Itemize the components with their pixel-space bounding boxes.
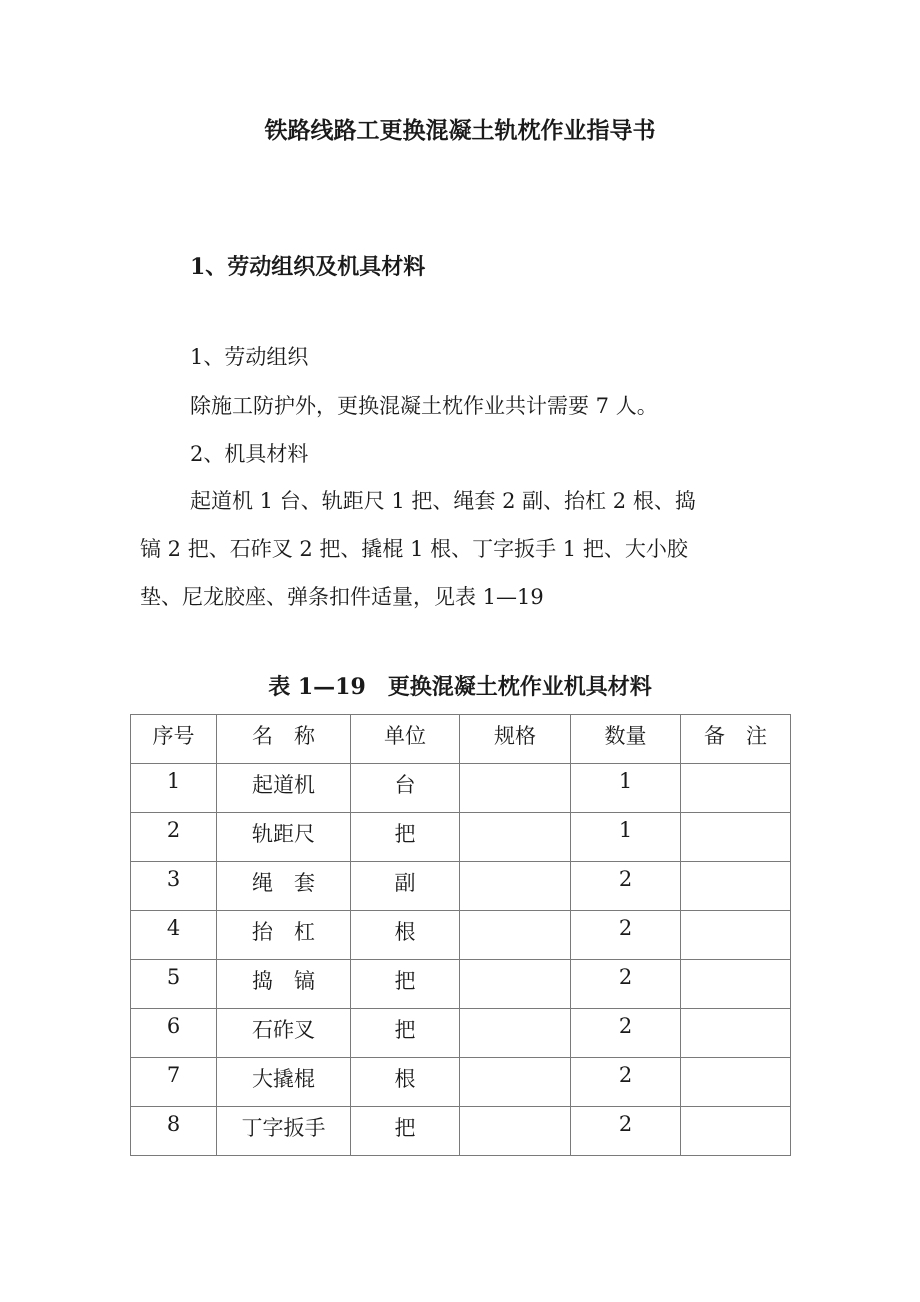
- cell-index: 8: [131, 1107, 217, 1156]
- cell-unit: 把: [351, 813, 460, 862]
- cell-spec: [460, 862, 571, 911]
- section-heading: 1、劳动组织及机具材料: [190, 254, 426, 280]
- table-header-row: [131, 715, 791, 764]
- table-row: [131, 960, 791, 1009]
- tools-text-line-3: 垫、尼龙胶座、弹条扣件适量，见表 1—19: [140, 585, 544, 609]
- cell-spec: [460, 813, 571, 862]
- table-row: [131, 911, 791, 960]
- cell-index: 4: [131, 911, 217, 960]
- cell-name: 抬 杠: [217, 911, 351, 960]
- cell-spec: [460, 911, 571, 960]
- table-row: [131, 764, 791, 813]
- header-unit: 单位: [351, 715, 460, 764]
- header-name: 名 称: [217, 715, 351, 764]
- cell-index: 1: [131, 764, 217, 813]
- cell-remarks: [681, 813, 791, 862]
- cell-name: 捣 镐: [217, 960, 351, 1009]
- cell-remarks: [681, 960, 791, 1009]
- tools-text-line-2: 镐 2 把、石砟叉 2 把、撬棍 1 根、丁字扳手 1 把、大小胶: [140, 537, 688, 561]
- cell-spec: [460, 1058, 571, 1107]
- cell-spec: [460, 960, 571, 1009]
- cell-remarks: [681, 911, 791, 960]
- cell-name: 起道机: [217, 764, 351, 813]
- cell-name: 大撬棍: [217, 1058, 351, 1107]
- table-row: [131, 1009, 791, 1058]
- header-spec: 规格: [460, 715, 571, 764]
- subsection-heading-labor: 1、劳动组织: [190, 345, 309, 369]
- cell-index: 6: [131, 1009, 217, 1058]
- cell-spec: [460, 764, 571, 813]
- cell-spec: [460, 1009, 571, 1058]
- cell-unit: 根: [351, 1058, 460, 1107]
- cell-index: 7: [131, 1058, 217, 1107]
- header-remarks: 备 注: [681, 715, 791, 764]
- cell-name: 石砟叉: [217, 1009, 351, 1058]
- cell-unit: 台: [351, 764, 460, 813]
- tools-table: [130, 714, 791, 1156]
- header-index: 序号: [131, 715, 217, 764]
- table-row: [131, 1107, 791, 1156]
- cell-remarks: [681, 1107, 791, 1156]
- cell-unit: 把: [351, 1009, 460, 1058]
- cell-name: 绳 套: [217, 862, 351, 911]
- cell-quantity: 2: [571, 1009, 681, 1058]
- table-row: [131, 1058, 791, 1107]
- cell-quantity: 2: [571, 960, 681, 1009]
- cell-quantity: 2: [571, 862, 681, 911]
- cell-unit: 副: [351, 862, 460, 911]
- cell-index: 2: [131, 813, 217, 862]
- table-caption: 表 1—19 更换混凝土枕作业机具材料: [268, 674, 652, 700]
- cell-index: 5: [131, 960, 217, 1009]
- cell-name: 轨距尺: [217, 813, 351, 862]
- cell-quantity: 2: [571, 1107, 681, 1156]
- cell-name: 丁字扳手: [217, 1107, 351, 1156]
- cell-unit: 把: [351, 1107, 460, 1156]
- cell-index: 3: [131, 862, 217, 911]
- cell-unit: 把: [351, 960, 460, 1009]
- cell-quantity: 1: [571, 813, 681, 862]
- table-row: [131, 862, 791, 911]
- cell-spec: [460, 1107, 571, 1156]
- cell-unit: 根: [351, 911, 460, 960]
- cell-remarks: [681, 1009, 791, 1058]
- cell-remarks: [681, 764, 791, 813]
- tools-text-line-1: 起道机 1 台、轨距尺 1 把、绳套 2 副、抬杠 2 根、捣: [190, 489, 696, 513]
- cell-quantity: 2: [571, 911, 681, 960]
- cell-remarks: [681, 1058, 791, 1107]
- labor-text: 除施工防护外，更换混凝土枕作业共计需要 7 人。: [190, 394, 658, 418]
- document-title: 铁路线路工更换混凝土轨枕作业指导书: [264, 117, 656, 144]
- cell-quantity: 2: [571, 1058, 681, 1107]
- cell-remarks: [681, 862, 791, 911]
- header-quantity: 数量: [571, 715, 681, 764]
- table-row: [131, 813, 791, 862]
- subsection-heading-tools: 2、机具材料: [190, 442, 309, 466]
- cell-quantity: 1: [571, 764, 681, 813]
